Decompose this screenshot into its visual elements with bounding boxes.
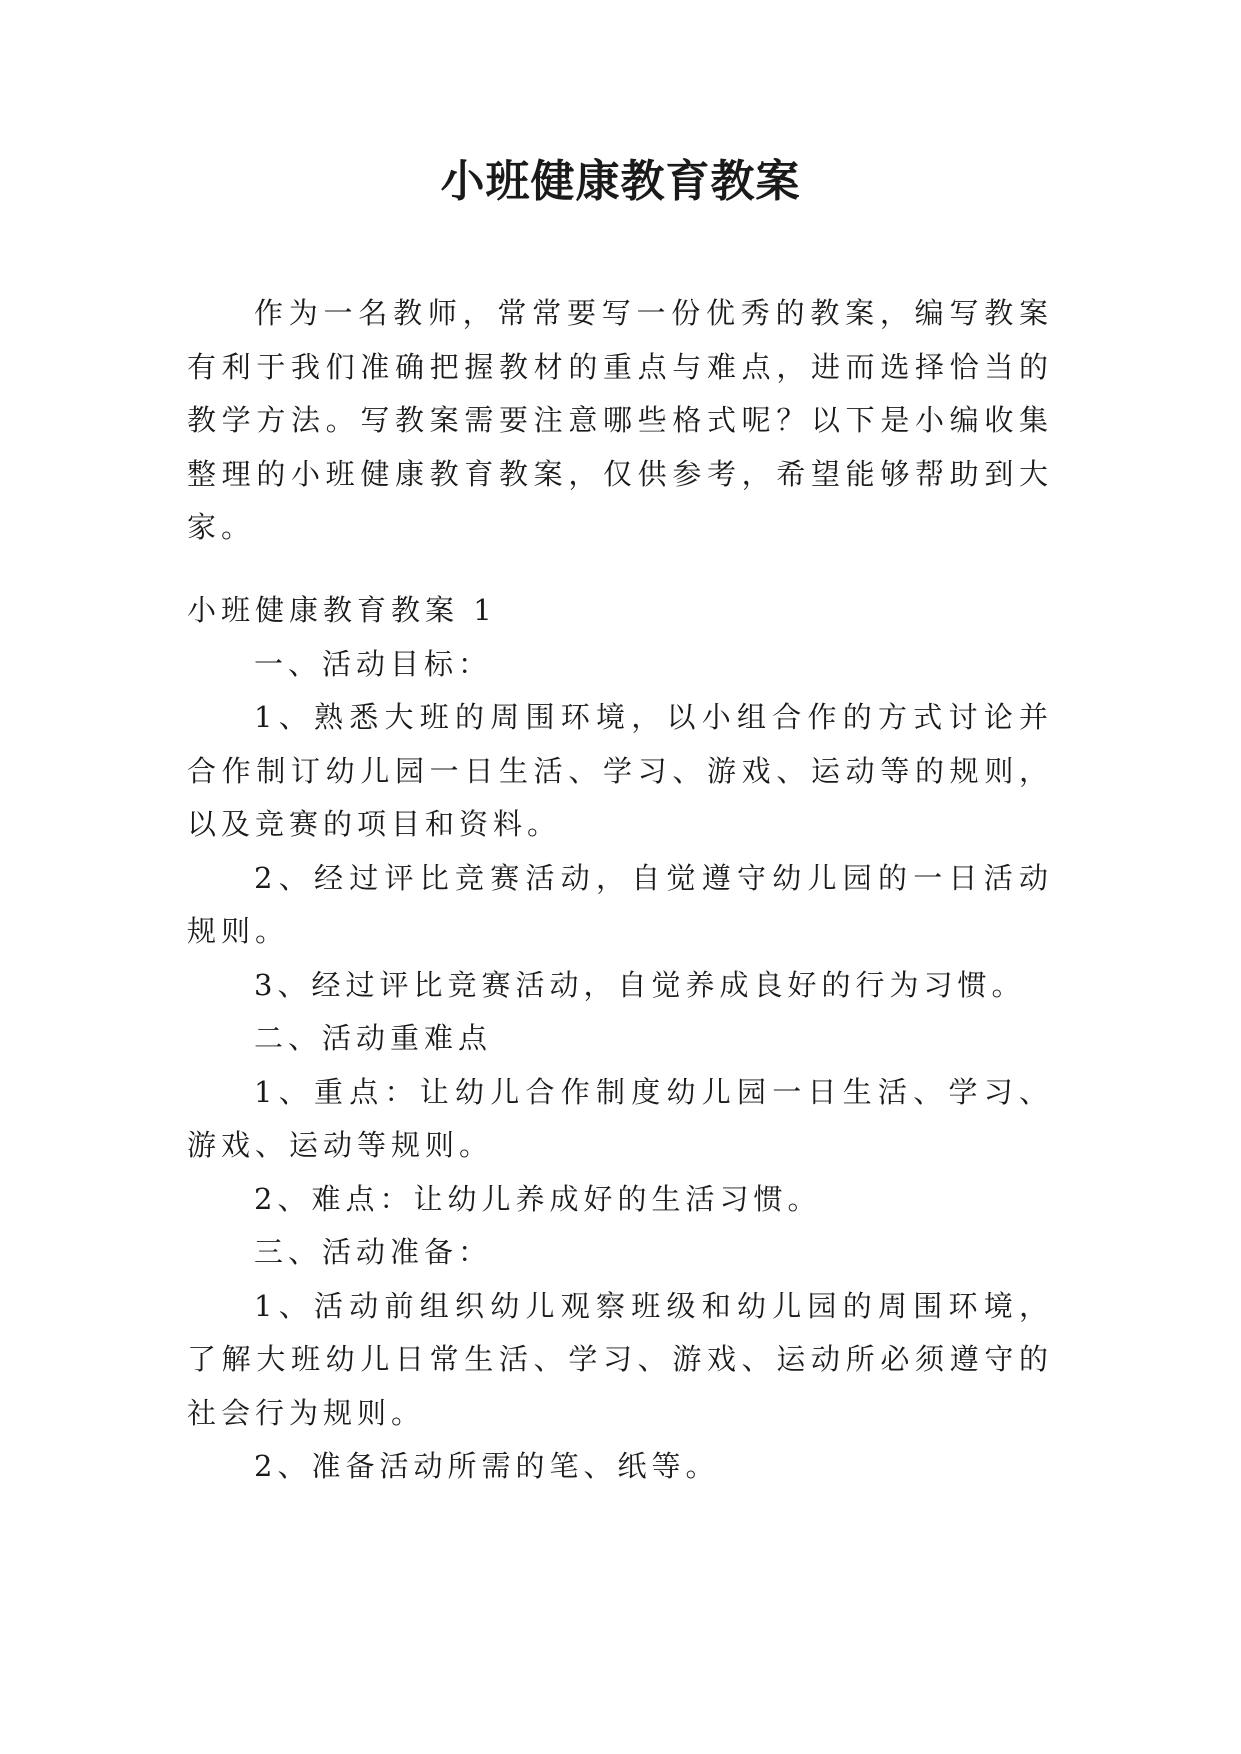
goal-item-1: 1、熟悉大班的周围环境，以小组合作的方式讨论并合作制订幼儿园一日生活、学习、游戏、运动等的规则，以及竞赛的项目和资料。 [187,700,1053,841]
heading-key-points: 二、活动重难点 [254,1021,493,1055]
preparation-item-2: 2、准备活动所需的笔、纸等。 [254,1449,720,1483]
goal-item-2: 2、经过评比竞赛活动，自觉遵守幼儿园的一日活动规则。 [187,860,1053,948]
lesson-plan-section [187,584,1053,1494]
intro-paragraph: 作为一名教师，常常要写一份优秀的教案，编写教案有利于我们准确把握教材的重点与难点，进而选择恰当的教学方法。写教案需要注意哪些格式呢？以下是小编收集整理的小班健康教育教案，仅供参考，希望能够帮助到大家。 [187,296,1053,544]
key-point-item-1: 1、重点：让幼儿合作制度幼儿园一日生活、学习、游戏、运动等规则。 [187,1074,1053,1162]
heading-activity-goals: 一、活动目标： [254,646,493,681]
key-point-item-2: 2、难点：让幼儿养成好的生活习惯。 [254,1181,822,1216]
document-title: 小班健康教育教案 [440,156,801,207]
document-body [187,287,1053,1483]
preparation-item-1: 1、活动前组织幼儿观察班级和幼儿园的周围环境，了解大班幼儿日常生活、学习、游戏、运动所必须遵守的社会行为规则。 [187,1288,1053,1430]
section-title: 小班健康教育教案 1 [187,593,497,627]
heading-preparation: 三、活动准备： [254,1235,493,1269]
goal-item-3: 3、经过评比竞赛活动，自觉养成良好的行为习惯。 [254,967,1026,1002]
